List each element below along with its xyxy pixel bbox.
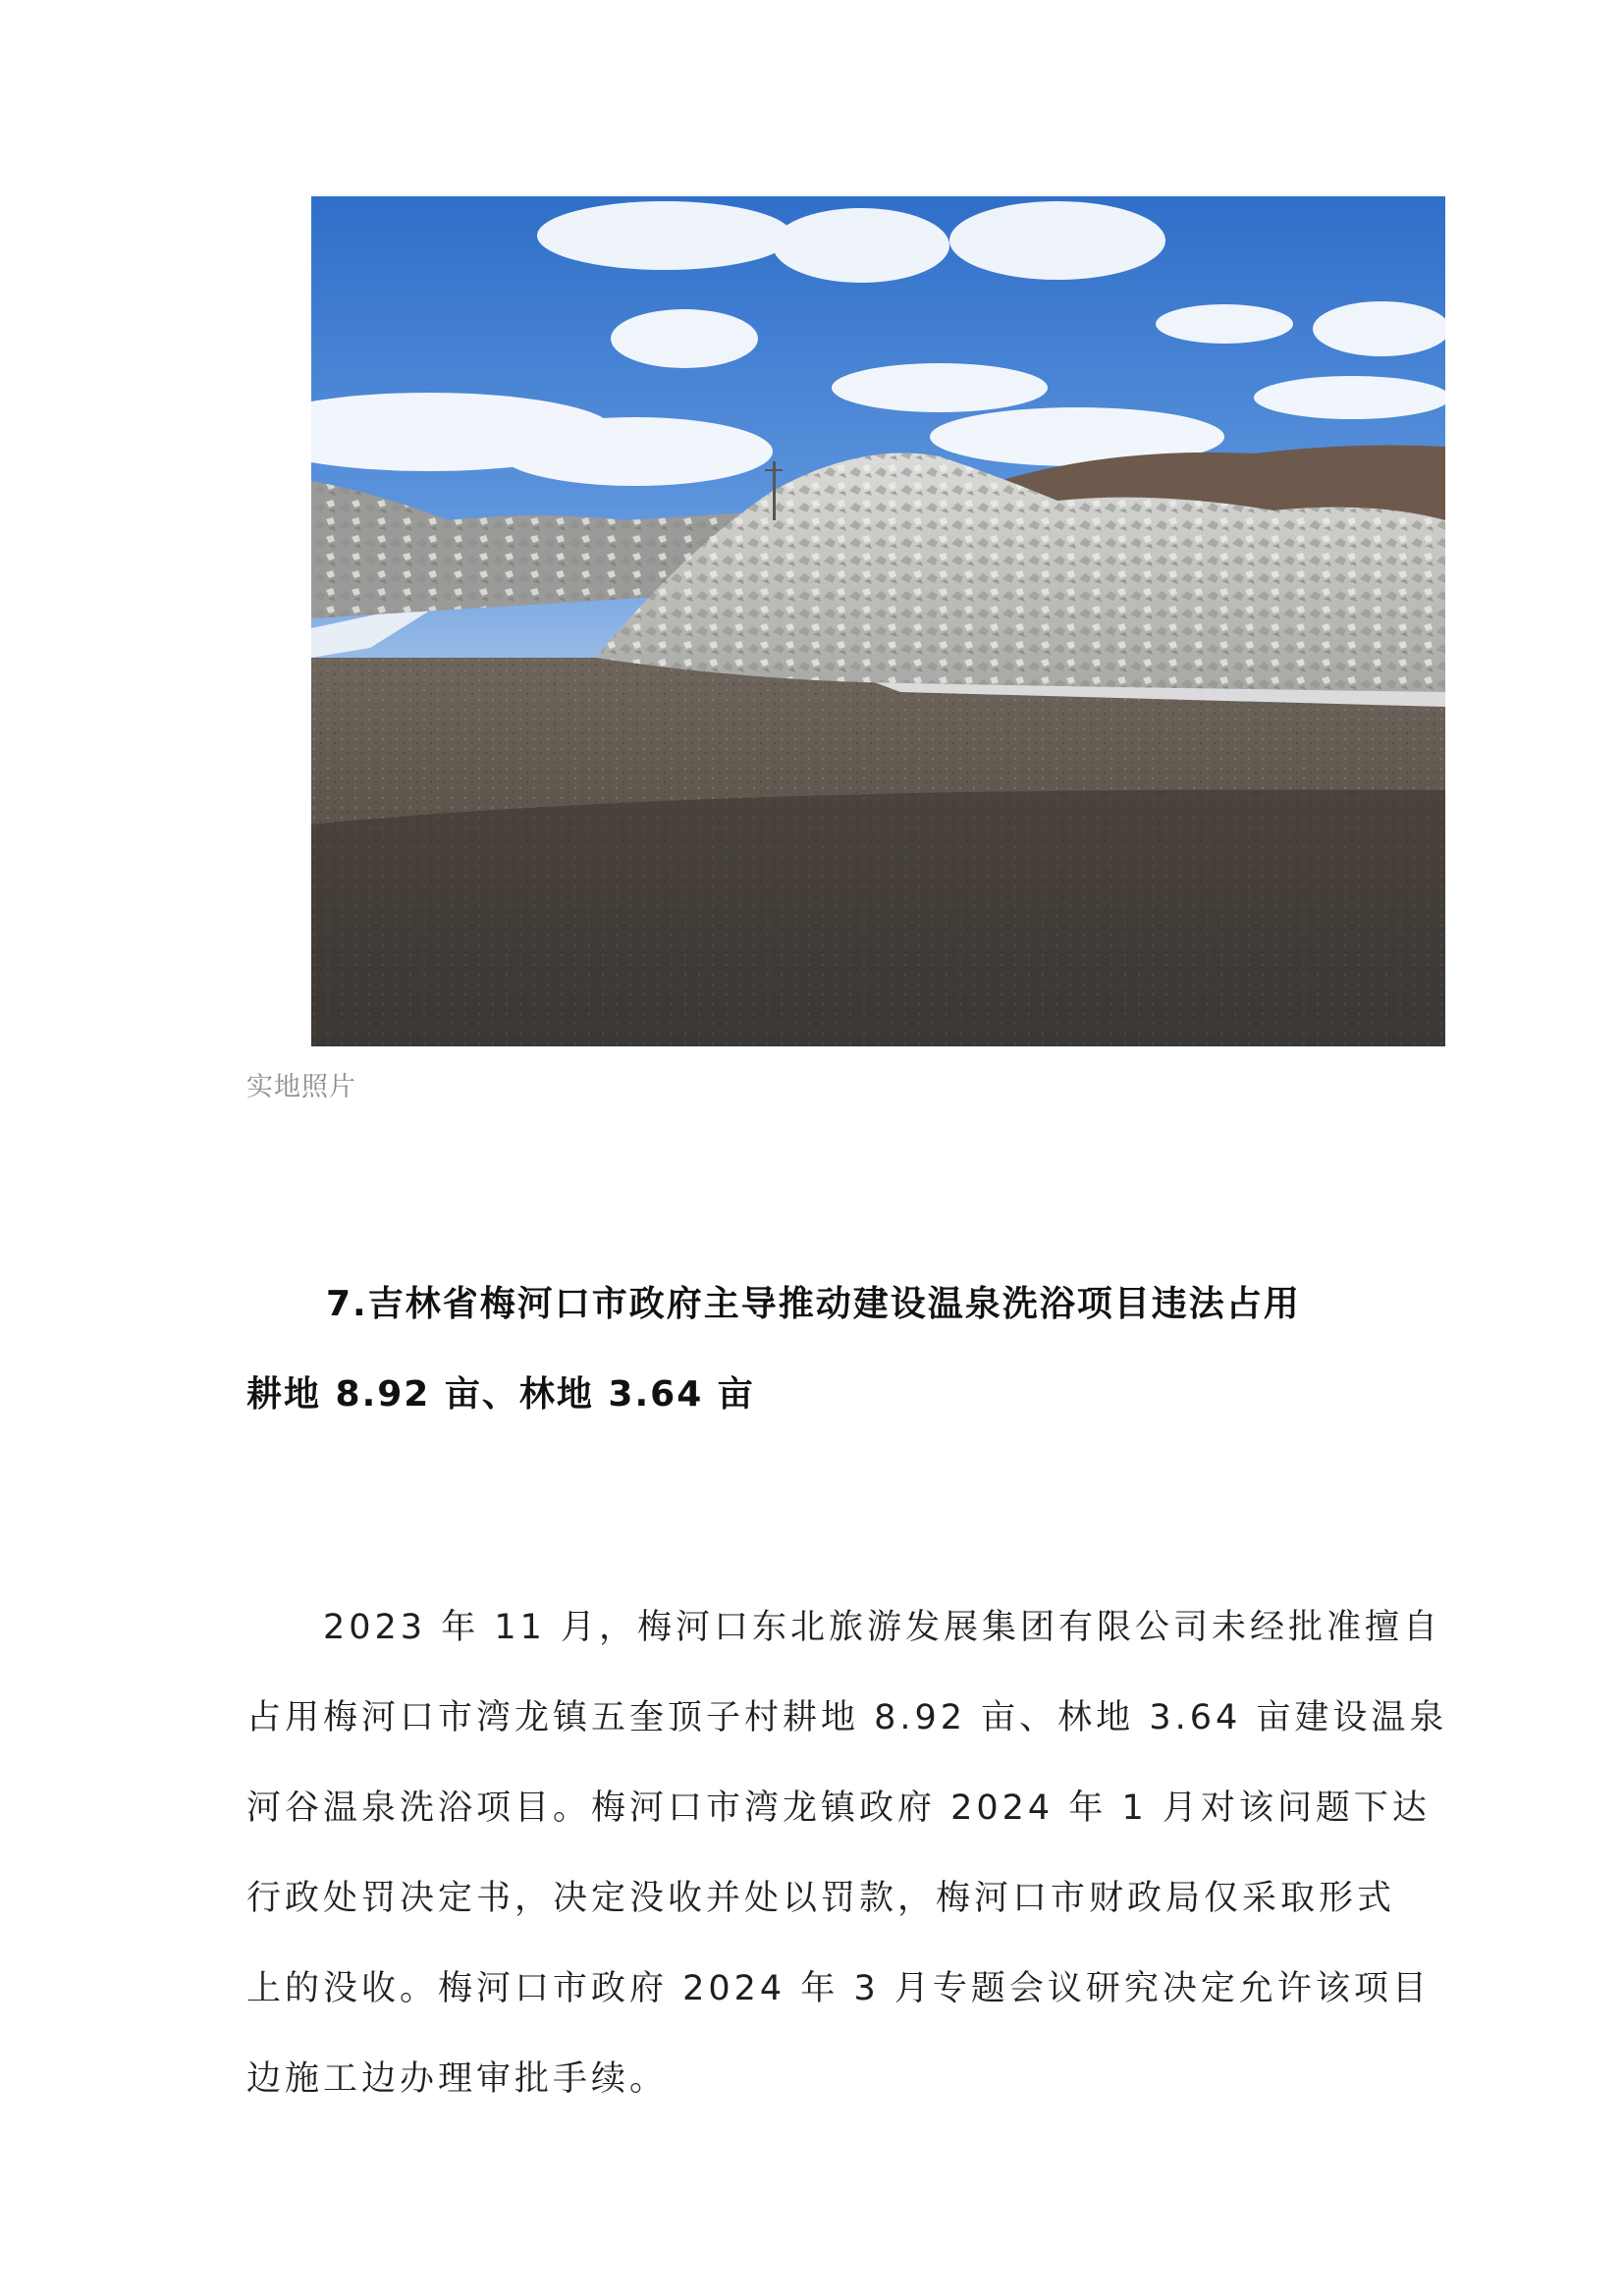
body-line: 2023 年 11 月，梅河口东北旅游发展集团有限公司未经批准擅自	[323, 1608, 1441, 1647]
body-line: 行政处罚决定书，决定没收并处以罚款，梅河口市财政局仅采取形式	[246, 1879, 1396, 1918]
photo-caption: 实地照片	[246, 1072, 356, 1102]
body-line: 边施工边办理审批手续。	[246, 2059, 669, 2099]
body-line: 上的没收。梅河口市政府 2024 年 3 月专题会议研究决定允许该项目	[246, 1969, 1431, 2008]
section-heading-line-2: 耕地 8.92 亩、林地 3.64 亩	[246, 1374, 755, 1415]
site-photo-image	[311, 196, 1445, 1046]
body-line: 占用梅河口市湾龙镇五奎顶子村耕地 8.92 亩、林地 3.64 亩建设温泉	[246, 1698, 1448, 1737]
site-photo	[311, 196, 1445, 1046]
body-line: 河谷温泉洗浴项目。梅河口市湾龙镇政府 2024 年 1 月对该问题下达	[246, 1789, 1431, 1828]
section-heading-line-1: 7.吉林省梅河口市政府主导推动建设温泉洗浴项目违法占用	[326, 1284, 1301, 1324]
